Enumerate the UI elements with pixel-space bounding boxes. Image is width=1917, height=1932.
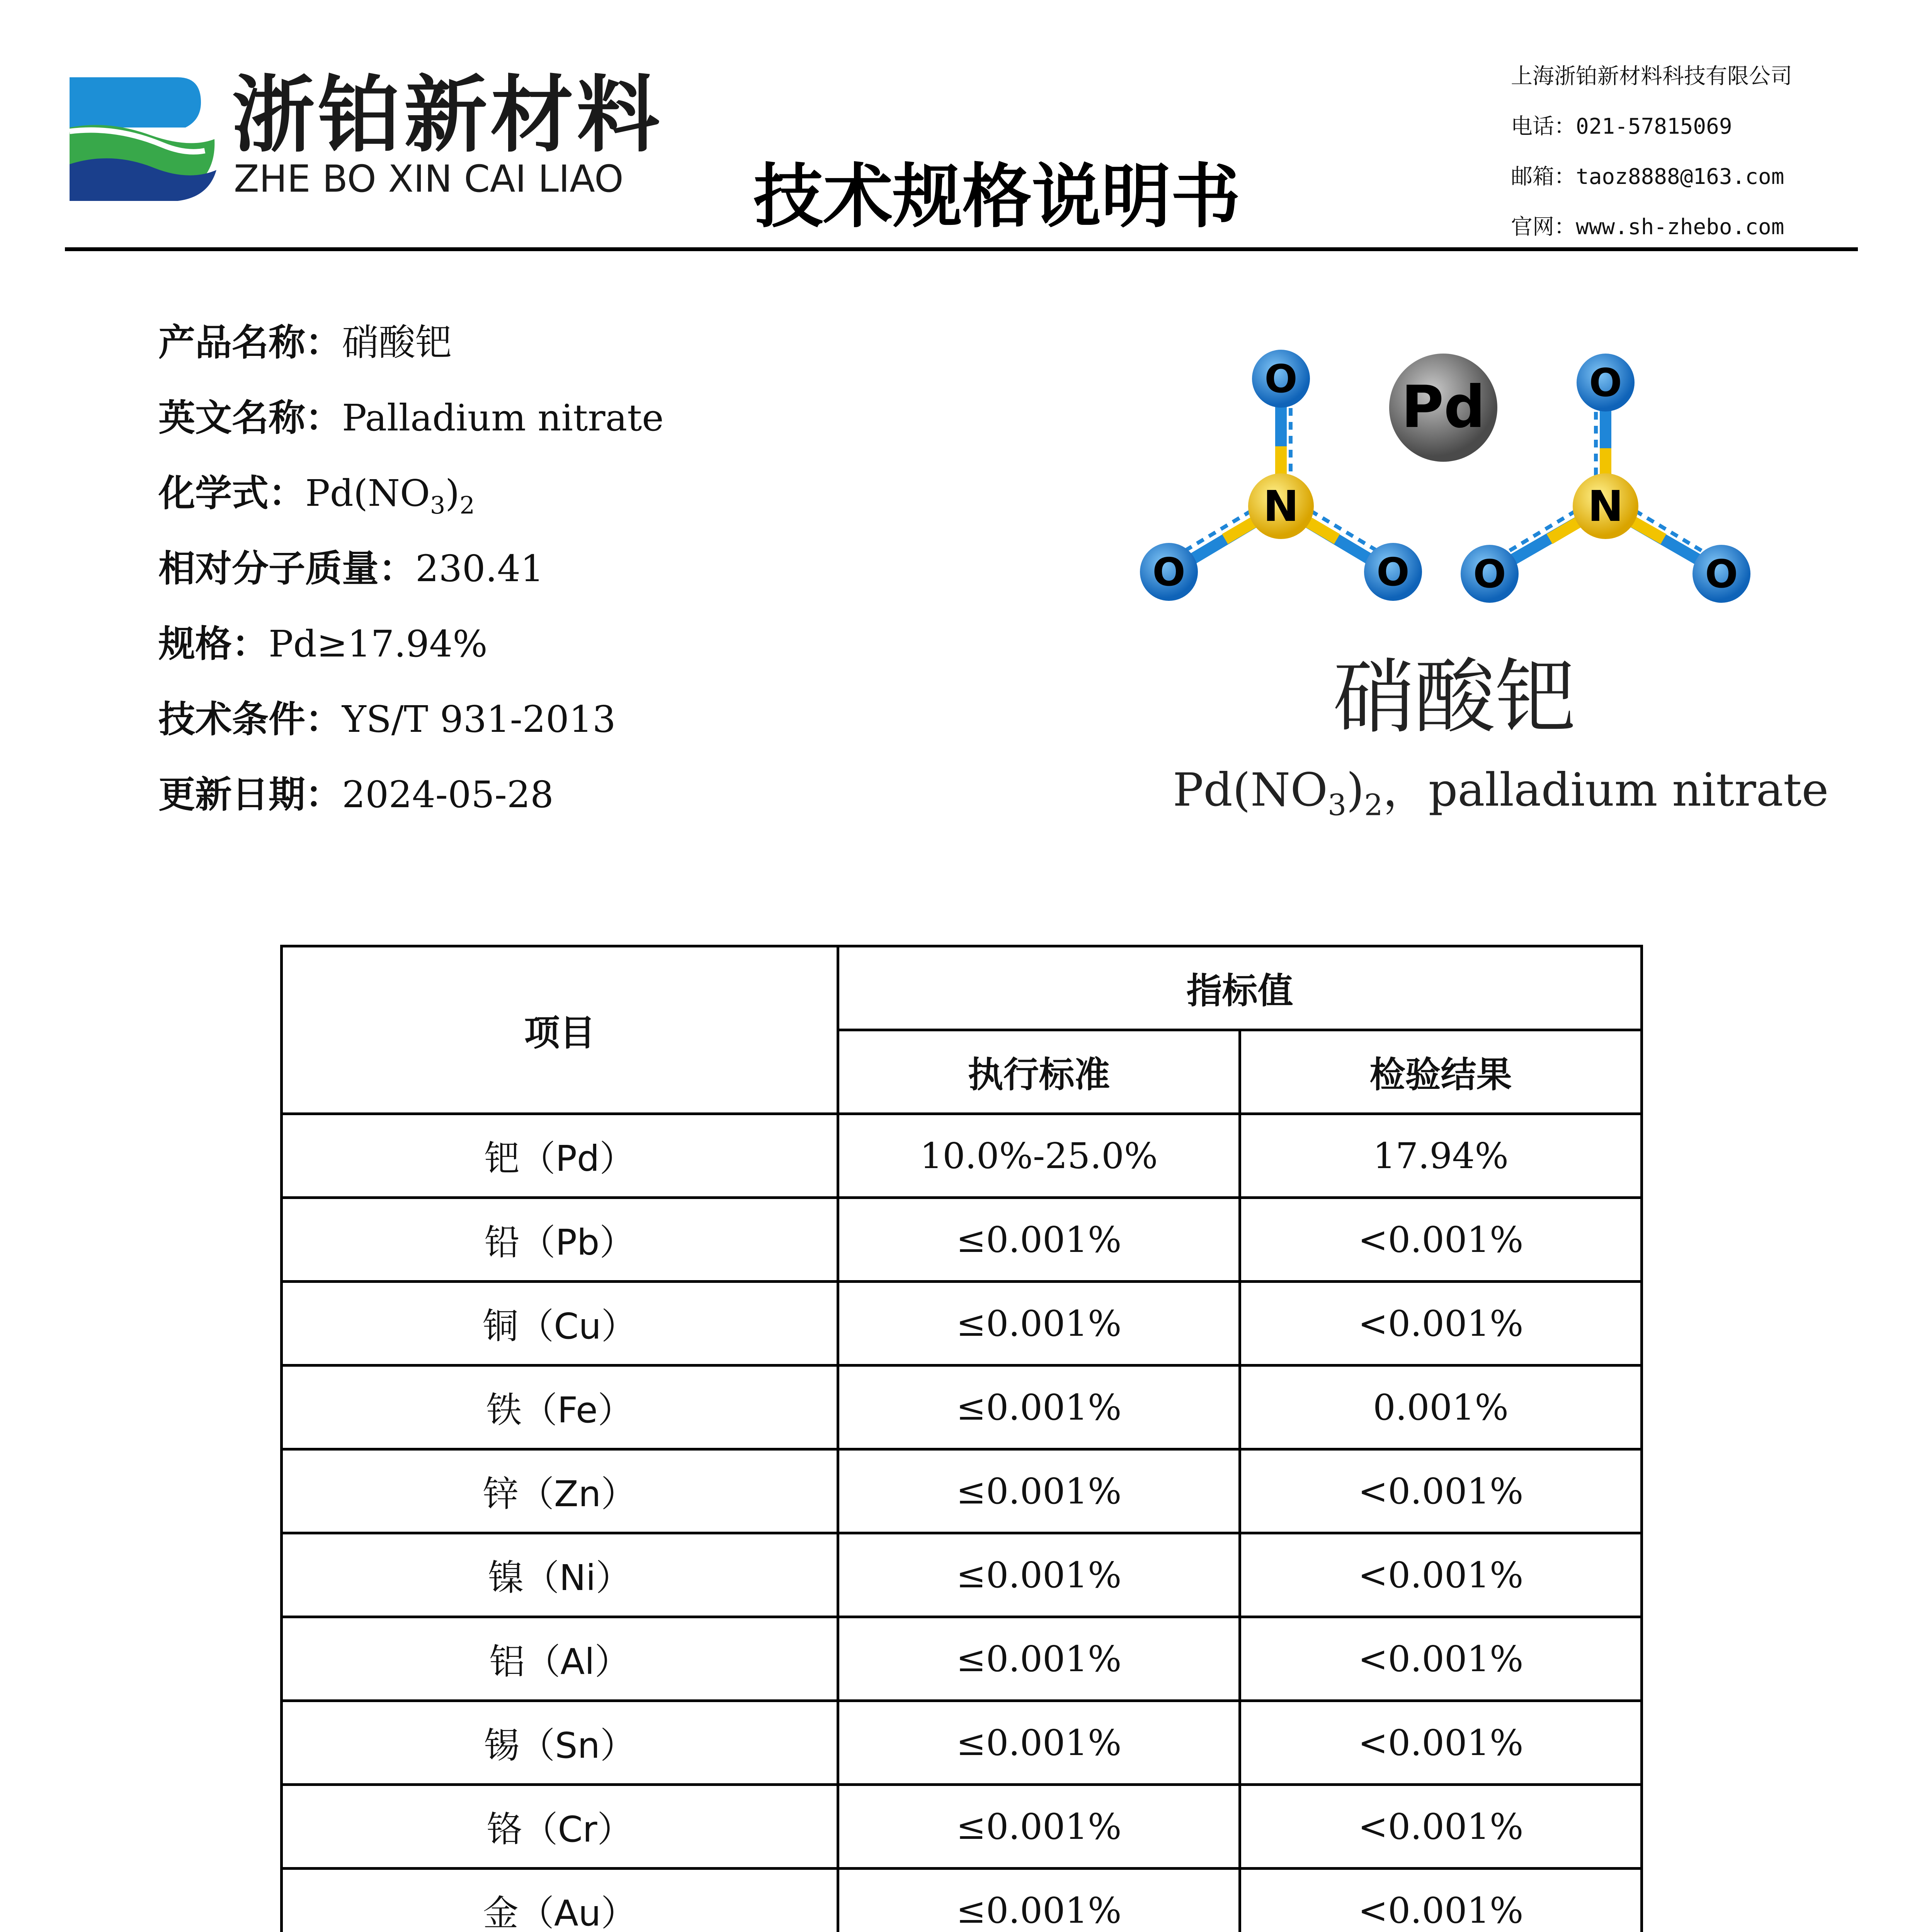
contact-email: 邮箱：taoz8888@163.com bbox=[1511, 164, 1784, 189]
svg-text:O: O bbox=[1376, 549, 1410, 595]
row-result: <0.001% bbox=[1240, 1617, 1642, 1701]
english-name-value: Palladium nitrate bbox=[342, 397, 664, 439]
row-standard: ≤0.001% bbox=[838, 1785, 1240, 1869]
molecular-mass-label: 相对分子质量： bbox=[158, 548, 416, 590]
row-standard: ≤0.001% bbox=[838, 1282, 1240, 1366]
product-name-row bbox=[158, 321, 452, 364]
row-result: <0.001% bbox=[1240, 1533, 1642, 1617]
update-date-row bbox=[158, 774, 554, 816]
row-result: 17.94% bbox=[1240, 1114, 1642, 1198]
row-item: 镍（Ni） bbox=[282, 1533, 838, 1617]
left-oxygen-left bbox=[1140, 543, 1198, 601]
row-item: 锡（Sn） bbox=[282, 1701, 838, 1785]
row-result: 0.001% bbox=[1240, 1366, 1642, 1449]
right-oxygen-right bbox=[1692, 545, 1750, 603]
row-standard: ≤0.001% bbox=[838, 1617, 1240, 1701]
update-date-label: 更新日期： bbox=[158, 774, 342, 816]
row-result: <0.001% bbox=[1240, 1449, 1642, 1533]
row-standard: ≤0.001% bbox=[838, 1869, 1240, 1932]
row-standard: ≤0.001% bbox=[838, 1701, 1240, 1785]
row-item: 铜（Cu） bbox=[282, 1282, 838, 1366]
svg-text:O: O bbox=[1264, 356, 1298, 401]
formula-label: 化学式： bbox=[158, 472, 306, 515]
molecular-mass-value: 230.41 bbox=[415, 548, 544, 590]
right-oxygen-left bbox=[1461, 545, 1519, 603]
svg-text:O: O bbox=[1473, 551, 1506, 597]
svg-text:O: O bbox=[1705, 551, 1738, 597]
row-item: 钯（Pd） bbox=[282, 1114, 838, 1198]
right-oxygen-top bbox=[1577, 354, 1635, 412]
row-standard: ≤0.001% bbox=[838, 1533, 1240, 1617]
technical-standard-value: YS/T 931-2013 bbox=[342, 698, 616, 741]
left-oxygen-right bbox=[1364, 543, 1422, 601]
header-standard: 执行标准 bbox=[838, 1030, 1240, 1114]
table-row bbox=[282, 1533, 1642, 1617]
svg-text:N: N bbox=[1263, 481, 1299, 531]
table-row bbox=[282, 1366, 1642, 1449]
company-logo-mark bbox=[62, 73, 220, 205]
row-standard: ≤0.001% bbox=[838, 1198, 1240, 1282]
row-item: 铝（Al） bbox=[282, 1617, 838, 1701]
table-row bbox=[282, 1785, 1642, 1869]
contact-phone: 电话：021-57815069 bbox=[1511, 114, 1732, 139]
row-item: 铁（Fe） bbox=[282, 1366, 838, 1449]
company-name: 上海浙铂新材料科技有限公司 bbox=[1511, 64, 1792, 89]
row-item: 铅（Pb） bbox=[282, 1198, 838, 1282]
svg-text:Pd: Pd bbox=[1401, 374, 1485, 441]
technical-standard-label: 技术条件： bbox=[158, 698, 342, 741]
palladium-atom bbox=[1389, 354, 1497, 462]
row-standard: ≤0.001% bbox=[838, 1366, 1240, 1449]
molecular-mass-row bbox=[158, 548, 544, 590]
molecule-formula-caption: $Pd(NO_3)_2$，palladium nitrate bbox=[1173, 763, 1829, 822]
specification-value: Pd≥17.94% bbox=[269, 623, 488, 665]
table-row bbox=[282, 1198, 1642, 1282]
table-row bbox=[282, 1282, 1642, 1366]
technical-standard-row bbox=[158, 698, 616, 741]
left-nitrogen bbox=[1248, 473, 1314, 539]
formula-value: $Pd(NO_3)_2$ bbox=[305, 472, 475, 519]
left-oxygen-top bbox=[1252, 350, 1310, 408]
company-logo-english: ZHE BO XIN CAI LIAO bbox=[234, 157, 624, 201]
row-result: <0.001% bbox=[1240, 1869, 1642, 1932]
header-indicator-value: 指标值 bbox=[838, 946, 1642, 1030]
specification-label: 规格： bbox=[158, 623, 269, 665]
right-nitrogen bbox=[1573, 473, 1638, 539]
row-item: 铬（Cr） bbox=[282, 1785, 838, 1869]
table-row bbox=[282, 1869, 1642, 1932]
table-row bbox=[282, 1449, 1642, 1533]
row-item: 锌（Zn） bbox=[282, 1449, 838, 1533]
svg-text:O: O bbox=[1589, 360, 1622, 405]
table-row bbox=[282, 1114, 1642, 1198]
row-standard: ≤0.001% bbox=[838, 1449, 1240, 1533]
svg-text:N: N bbox=[1587, 481, 1624, 531]
row-result: <0.001% bbox=[1240, 1282, 1642, 1366]
svg-text:O: O bbox=[1152, 549, 1186, 595]
header-item: 项目 bbox=[282, 946, 838, 1114]
contact-website: 官网：www.sh-zhebo.com bbox=[1511, 214, 1784, 240]
table-row bbox=[282, 1617, 1642, 1701]
molecule-name-chinese: 硝酸钯 bbox=[1333, 650, 1577, 745]
row-result: <0.001% bbox=[1240, 1701, 1642, 1785]
update-date-value: 2024-05-28 bbox=[342, 774, 554, 816]
table-row bbox=[282, 1701, 1642, 1785]
english-name-row bbox=[158, 397, 664, 439]
document-title: 技术规格说明书 bbox=[754, 156, 1241, 237]
english-name-label: 英文名称： bbox=[158, 397, 342, 439]
row-result: <0.001% bbox=[1240, 1198, 1642, 1282]
formula-row bbox=[158, 472, 475, 519]
product-name-label: 产品名称： bbox=[158, 321, 342, 364]
row-result: <0.001% bbox=[1240, 1785, 1642, 1869]
header-result: 检验结果 bbox=[1240, 1030, 1642, 1114]
product-name-value: 硝酸钯 bbox=[342, 321, 452, 364]
company-logo-chinese: 浙铂新材料 bbox=[232, 66, 663, 163]
molecule-structure-diagram bbox=[1136, 340, 1793, 626]
header-divider bbox=[65, 247, 1858, 251]
row-standard: 10.0%-25.0% bbox=[838, 1114, 1240, 1198]
specification-table bbox=[280, 945, 1643, 1932]
row-item: 金（Au） bbox=[282, 1869, 838, 1932]
specification-row bbox=[158, 623, 488, 665]
